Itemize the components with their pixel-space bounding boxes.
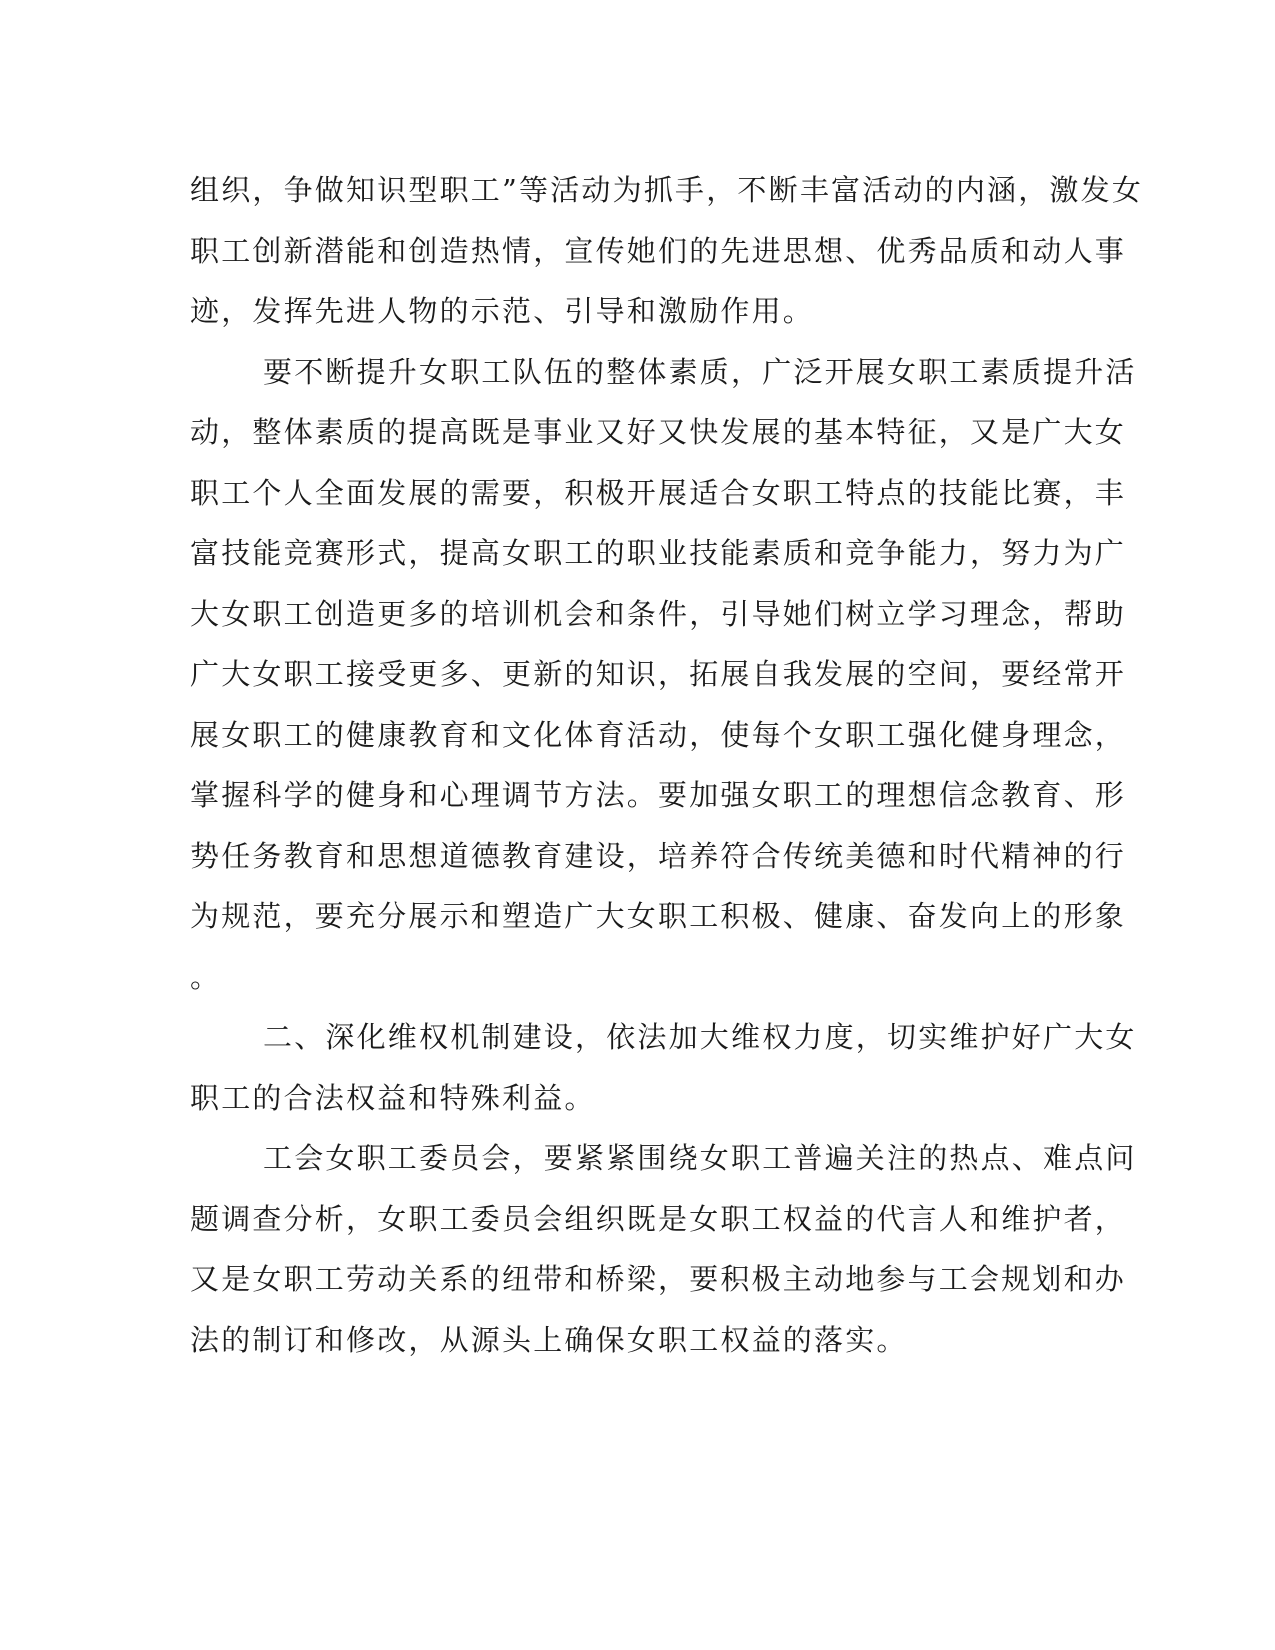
text-line: 动，整体素质的提高既是事业又好又快发展的基本特征，又是广大女 bbox=[190, 415, 1127, 449]
text-line: 又是女职工劳动关系的纽带和桥梁，要积极主动地参与工会规划和办 bbox=[190, 1262, 1127, 1296]
text-line: 题调查分析，女职工委员会组织既是女职工权益的代言人和维护者， bbox=[190, 1201, 1127, 1236]
text-line: 势任务教育和思想道德教育建设，培养符合传统美德和时代精神的行 bbox=[190, 838, 1127, 873]
paragraph-first-line: 工会女职工委员会，要紧紧围绕女职工普遍关注的热点、难点问 bbox=[263, 1141, 1137, 1175]
text-line: 组织，争做知识型职工”等活动为抓手，不断丰富活动的内涵，激发女 bbox=[190, 173, 1144, 207]
section-heading-line: 职工的合法权益和特殊利益。 bbox=[190, 1080, 596, 1115]
text-line: 广大女职工接受更多、更新的知识，拓展自我发展的空间，要经常开 bbox=[190, 657, 1127, 691]
section-heading-line: 二、深化维权机制建设，依法加大维权力度，切实维护好广大女 bbox=[263, 1020, 1137, 1054]
text-line: 富技能竞赛形式，提高女职工的职业技能素质和竞争能力，努力为广 bbox=[190, 536, 1127, 570]
text-line: 展女职工的健康教育和文化体育活动，使每个女职工强化健身理念， bbox=[190, 717, 1127, 752]
paragraph-first-line: 要不断提升女职工队伍的整体素质，广泛开展女职工素质提升活 bbox=[263, 354, 1137, 389]
text-line: 。 bbox=[190, 959, 222, 994]
document-body bbox=[190, 160, 1144, 1370]
text-line: 法的制订和修改，从源头上确保女职工权益的落实。 bbox=[190, 1322, 908, 1357]
text-line: 大女职工创造更多的培训机会和条件，引导她们树立学习理念，帮助 bbox=[190, 596, 1127, 631]
text-line: 职工个人全面发展的需要，积极开展适合女职工特点的技能比赛，丰 bbox=[190, 475, 1127, 510]
text-line: 迹，发挥先进人物的示范、引导和激励作用。 bbox=[190, 294, 815, 328]
text-line: 职工创新潜能和创造热情，宣传她们的先进思想、优秀品质和动人事 bbox=[190, 233, 1127, 268]
text-line: 为规范，要充分展示和塑造广大女职工积极、健康、奋发向上的形象 bbox=[190, 899, 1127, 933]
text-line: 掌握科学的健身和心理调节方法。要加强女职工的理想信念教育、形 bbox=[190, 778, 1127, 812]
